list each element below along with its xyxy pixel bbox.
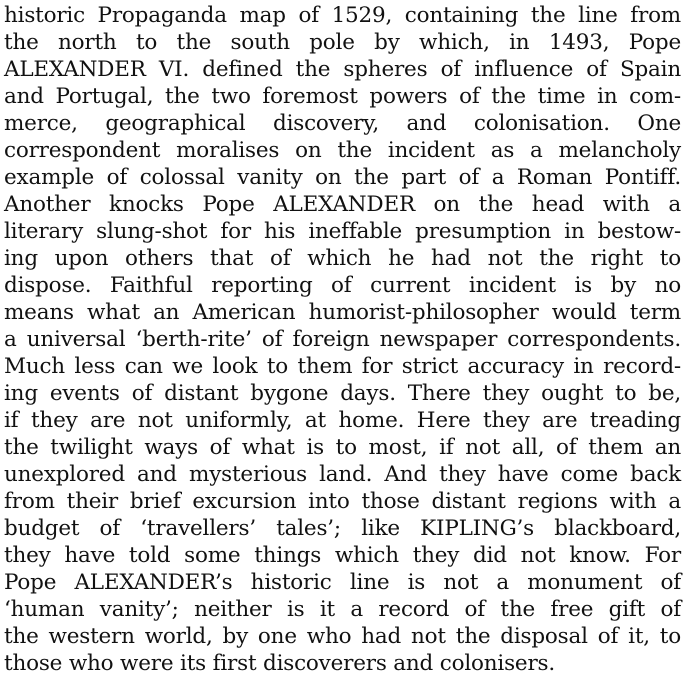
text-line: ‘human vanity’; neither is it a record of the free gift of [4,597,681,622]
text-line: Much less can we look to them for strict accuracy in record- [4,354,681,379]
text-line: means what an American humorist-philosopher would term [4,300,681,325]
text-line: example of colossal vanity on the part of a Roman Pontiff. [4,165,681,190]
text-line: if they are not uniformly, at home. Here they are treading [4,408,681,433]
text-line: a universal ‘berth-rite’ of foreign newspaper correspondents. [4,327,681,352]
text-line: ing events of distant bygone days. There they ought to be, [4,381,681,406]
text-line: Another knocks Pope ALEXANDER on the head with a [4,192,681,217]
text-line: budget of ‘travellers’ tales’; like KIPLING’s blackboard, [4,516,681,541]
text-line: literary slung-shot for his ineffable presumption in bestow- [4,219,681,244]
text-line: Pope ALEXANDER’s historic line is not a monument of [4,570,681,595]
text-line: they have told some things which they did not know. For [4,543,681,568]
text-line: historic Propaganda map of 1529, containing the line from [4,3,681,28]
text-line: those who were its first discoverers and colonisers. [4,651,555,676]
text-line: merce, geographical discovery, and colonisation. One [4,111,681,136]
text-line: ALEXANDER VI. defined the spheres of influence of Spain [4,57,681,82]
text-line: the western world, by one who had not the disposal of it, to [4,624,681,649]
text-line: correspondent moralises on the incident as a melancholy [4,138,681,163]
text-line: unexplored and mysterious land. And they have come back [4,462,681,487]
text-line: dispose. Faithful reporting of current incident is by no [4,273,681,298]
text-line: the twilight ways of what is to most, if not all, of them an [4,435,681,460]
text-line: and Portugal, the two foremost powers of the time in com- [4,84,681,109]
text-line: from their brief excursion into those distant regions with a [4,489,681,514]
text-line: the north to the south pole by which, in 1493, Pope [4,30,681,55]
text-line: ing upon others that of which he had not the right to [4,246,681,271]
